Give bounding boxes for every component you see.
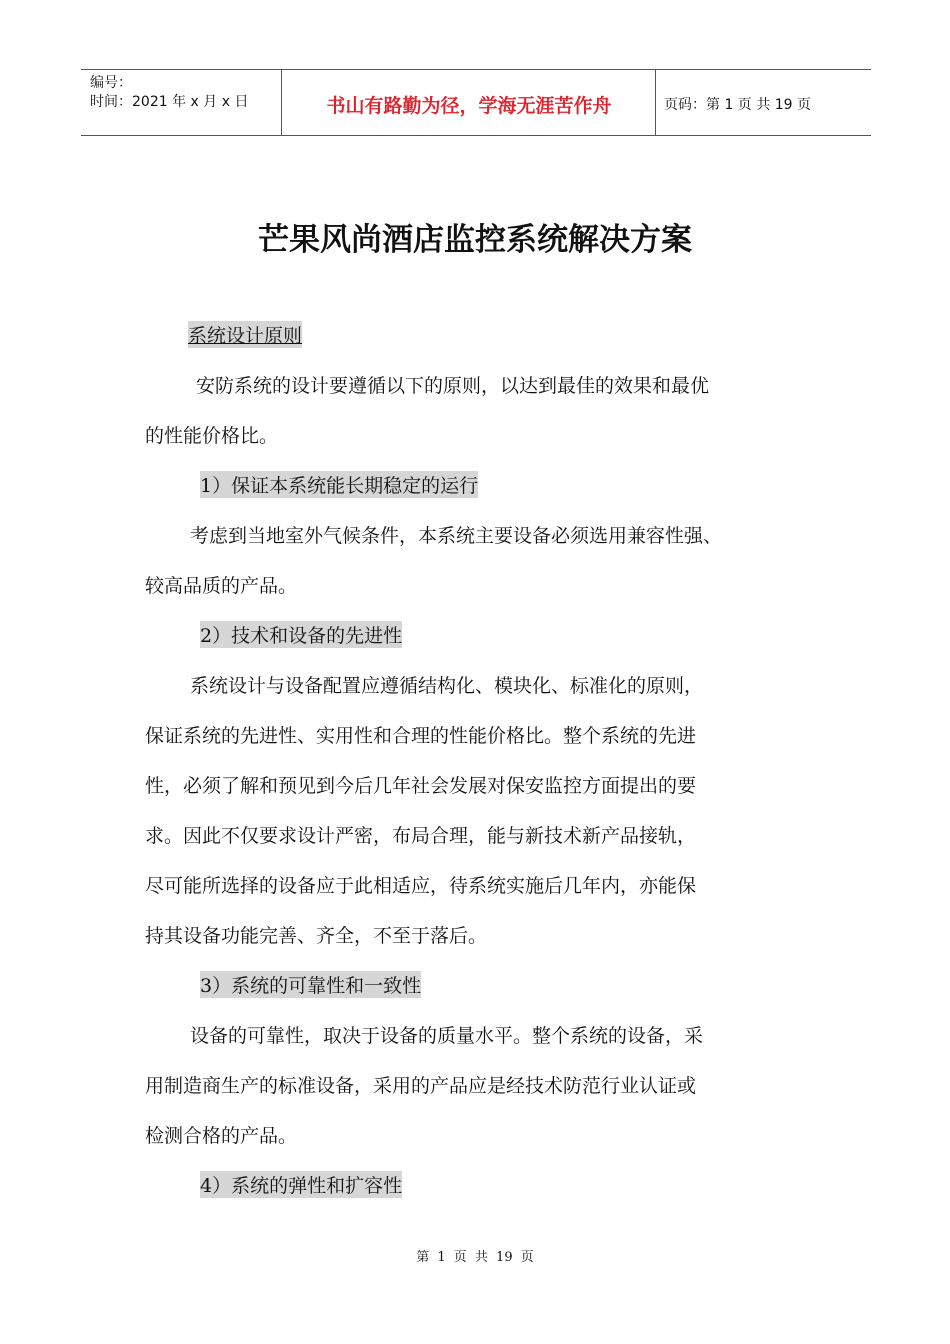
- paragraph-line: 用制造商生产的标准设备，采用的产品应是经技术防范行业认证或: [145, 1075, 697, 1097]
- intro-line: 的性能价格比。: [145, 425, 279, 447]
- paragraph-line: 系统设计与设备配置应遵循结构化、模块化、标准化的原则，: [190, 675, 704, 697]
- paragraph-line: 性，必须了解和预见到今后几年社会发展对保安监控方面提出的要: [145, 775, 697, 797]
- header-top-rule: [81, 69, 871, 70]
- header-divider-left: [281, 69, 282, 136]
- principle-heading: 3）系统的可靠性和一致性: [200, 971, 421, 998]
- intro-line: 安防系统的设计要遵循以下的原则，以达到最佳的效果和最优: [196, 375, 710, 397]
- section-heading: 系统设计原则: [188, 321, 302, 348]
- paragraph-line: 求。因此不仅要求设计严密，布局合理，能与新技术新产品接轨，: [145, 825, 697, 847]
- paragraph-line: 设备的可靠性，取决于设备的质量水平。整个系统的设备，采: [190, 1025, 704, 1047]
- paragraph-line: 尽可能所选择的设备应于此相适应，待系统实施后几年内，亦能保: [145, 875, 697, 897]
- principle-heading: 1）保证本系统能长期稳定的运行: [200, 471, 478, 498]
- page-info: 页码：第 1 页 共 19 页: [664, 97, 811, 113]
- header-divider-right: [655, 69, 656, 136]
- paragraph-line: 较高品质的产品。: [145, 575, 298, 597]
- principle-heading: 4）系统的弹性和扩容性: [200, 1171, 402, 1198]
- page-footer: 第 1 页 共 19 页: [416, 1250, 534, 1265]
- document-title: 芒果风尚酒店监控系统解决方案: [258, 222, 692, 258]
- paragraph-line: 保证系统的先进性、实用性和合理的性能价格比。整个系统的先进: [145, 725, 697, 747]
- date-label: 时间：2021 年 x 月 x 日: [90, 94, 249, 110]
- principle-heading: 2）技术和设备的先进性: [200, 621, 402, 648]
- header-bottom-rule: [81, 135, 871, 136]
- motto: 书山有路勤为径，学海无涯苦作舟: [326, 95, 612, 117]
- serial-label: 编号：: [90, 75, 132, 91]
- paragraph-line: 考虑到当地室外气候条件，本系统主要设备必须选用兼容性强、: [190, 525, 723, 547]
- paragraph-line: 检测合格的产品。: [145, 1125, 298, 1147]
- paragraph-line: 持其设备功能完善、齐全，不至于落后。: [145, 925, 488, 947]
